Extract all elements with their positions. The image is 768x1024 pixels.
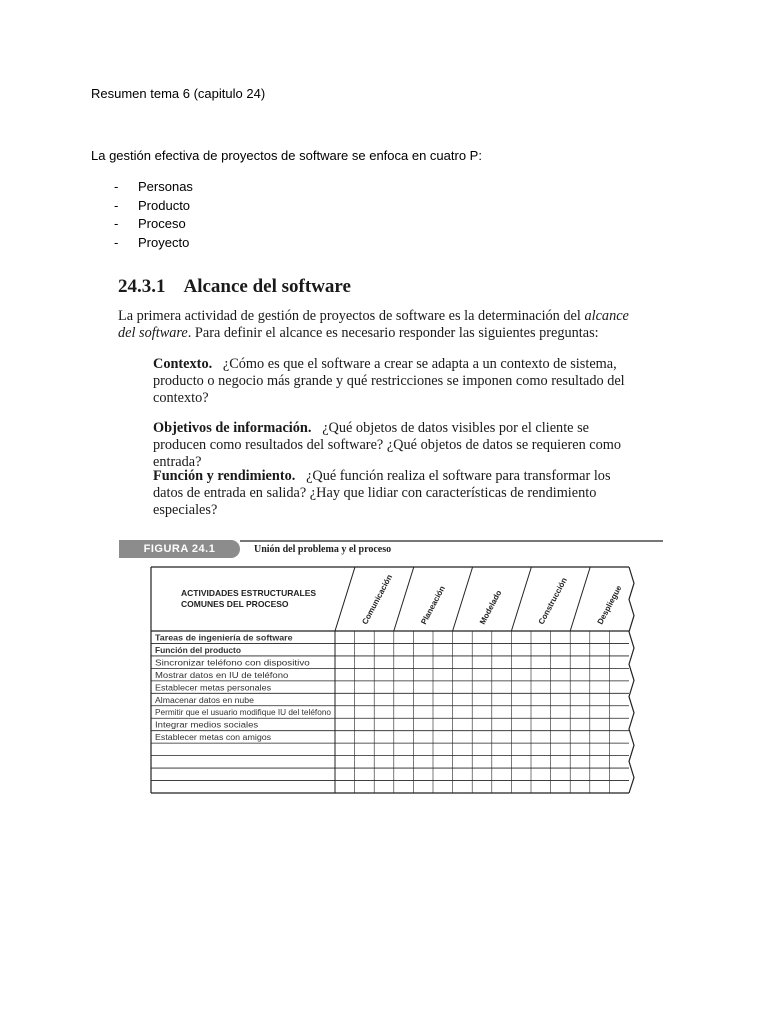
bullet-dash: - xyxy=(114,179,119,194)
paragraph-emphasis: alcance xyxy=(584,308,629,324)
row-label: Establecer metas con amigos xyxy=(155,733,272,743)
question-text: ¿Qué objetos de datos visibles por el cliente se producen como resultados del software? ¿Qué objetos de datos se requieren como entrada? xyxy=(153,420,622,470)
row-label: Mostrar datos en IU de teléfono xyxy=(155,670,290,680)
activity-label: Modelado xyxy=(477,588,504,626)
matrix-activity-labels xyxy=(360,573,623,626)
matrix-header-line: ACTIVIDADES ESTRUCTURALES xyxy=(181,588,317,598)
matrix-header-label xyxy=(181,588,316,610)
activity-divider xyxy=(394,567,414,631)
list-item-label: Proceso xyxy=(138,216,186,232)
matrix-row-labels xyxy=(155,632,332,742)
activity-divider xyxy=(335,567,355,631)
activity-divider xyxy=(511,567,531,631)
row-label: Permitir que el usuario modifique IU del teléfono xyxy=(155,708,332,718)
question-term: Objetivos de información. xyxy=(153,420,312,436)
section-number: 24.3.1 xyxy=(118,276,166,297)
frame-right-edge xyxy=(629,567,634,793)
bullet-dash: - xyxy=(114,216,119,232)
bullet-dash: - xyxy=(114,235,119,251)
matrix-header-line: COMUNES DEL PROCESO xyxy=(181,599,289,609)
list-item-label: Proyecto xyxy=(138,235,190,251)
activity-label: Despliegue xyxy=(595,584,624,626)
question-text: ¿Qué función realiza el software para transformar los datos de entrada en salida? ¿Hay que lidiar con características de rendimiento especiales? xyxy=(153,468,611,518)
activity-label: Construcción xyxy=(536,576,569,626)
document-title: Resumen tema 6 (capitulo 24) xyxy=(91,86,266,101)
list-item-label: Personas xyxy=(138,179,193,194)
activity-label: Planeación xyxy=(419,584,447,626)
row-label: Establecer metas personales xyxy=(155,683,272,693)
section-title: Alcance del software xyxy=(183,276,351,297)
row-label: Sincronizar teléfono con dispositivo xyxy=(155,658,311,668)
activity-divider xyxy=(570,567,590,631)
intro-text: La gestión efectiva de proyectos de software se enfoca en cuatro P: xyxy=(91,148,482,163)
figure-caption: Unión del problema y el proceso xyxy=(254,544,392,555)
row-label: Tareas de ingeniería de software xyxy=(155,632,294,643)
paragraph-emphasis: del software xyxy=(118,325,188,341)
question-term: Contexto. xyxy=(153,356,213,372)
row-label: Almacenar datos en nube xyxy=(155,695,254,705)
figure-tag: FIGURA 24.1 xyxy=(119,540,240,558)
paragraph-text: La primera actividad de gestión de proyectos de software es la determinación del xyxy=(118,308,585,324)
row-label: Integrar medios sociales xyxy=(155,720,259,730)
bullet-dash: - xyxy=(114,197,119,213)
question-term: Función y rendimiento. xyxy=(153,468,296,484)
row-label: Función del producto xyxy=(155,644,241,655)
activity-label: Comunicación xyxy=(360,573,395,626)
question-text: ¿Cómo es que el software a crear se adapta a un contexto de sistema, producto o negocio más grande y qué restricciones se imponen como resultado del contexto? xyxy=(153,356,625,406)
list-item-label: Producto xyxy=(138,197,191,213)
activity-divider xyxy=(453,567,473,631)
paragraph-text: . Para definir el alcance es necesario responder las siguientes preguntas: xyxy=(187,325,599,341)
